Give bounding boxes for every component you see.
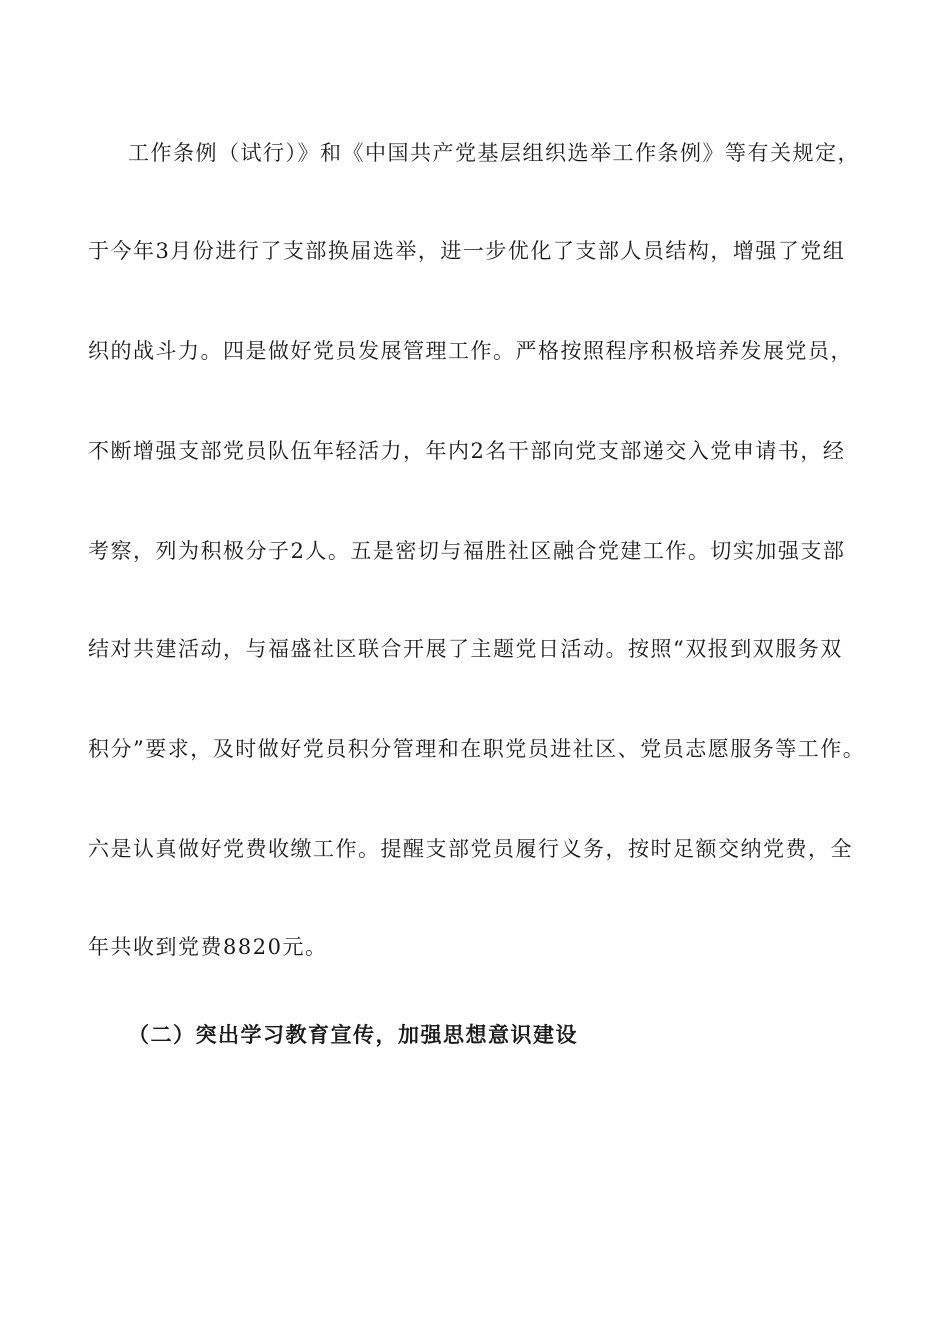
paragraph-line-6: 结对共建活动，与福盛社区联合开展了主题党日活动。按照“双报到双服务双 bbox=[88, 637, 843, 661]
paragraph-line-8: 六是认真做好党费收缴工作。提醒支部党员履行义务，按时足额交纳党费，全 bbox=[88, 837, 853, 861]
paragraph-line-9: 年共收到党费8820元。 bbox=[88, 935, 328, 959]
paragraph-line-1: 工作条例（试行）》和《中国共产党基层组织选举工作条例》等有关规定， bbox=[128, 141, 860, 165]
paragraph-line-7: 积分”要求，及时做好党员积分管理和在职党员进社区、党员志愿服务等工作。 bbox=[88, 737, 866, 761]
paragraph-line-2: 于今年3月份进行了支部换届选举，进一步优化了支部人员结构，增强了党组 bbox=[88, 239, 846, 263]
paragraph-line-4: 不断增强支部党员队伍年轻活力，年内2名干部向党支部递交入党申请书，经 bbox=[88, 439, 846, 463]
paragraph-line-3: 织的战斗力。四是做好党员发展管理工作。严格按照程序积极培养发展党员， bbox=[88, 339, 853, 363]
paragraph-line-5: 考察，列为积极分子2人。五是密切与福胜社区融合党建工作。切实加强支部 bbox=[88, 539, 846, 563]
section-heading: （二）突出学习教育宣传，加强思想意识建设 bbox=[128, 1022, 578, 1047]
